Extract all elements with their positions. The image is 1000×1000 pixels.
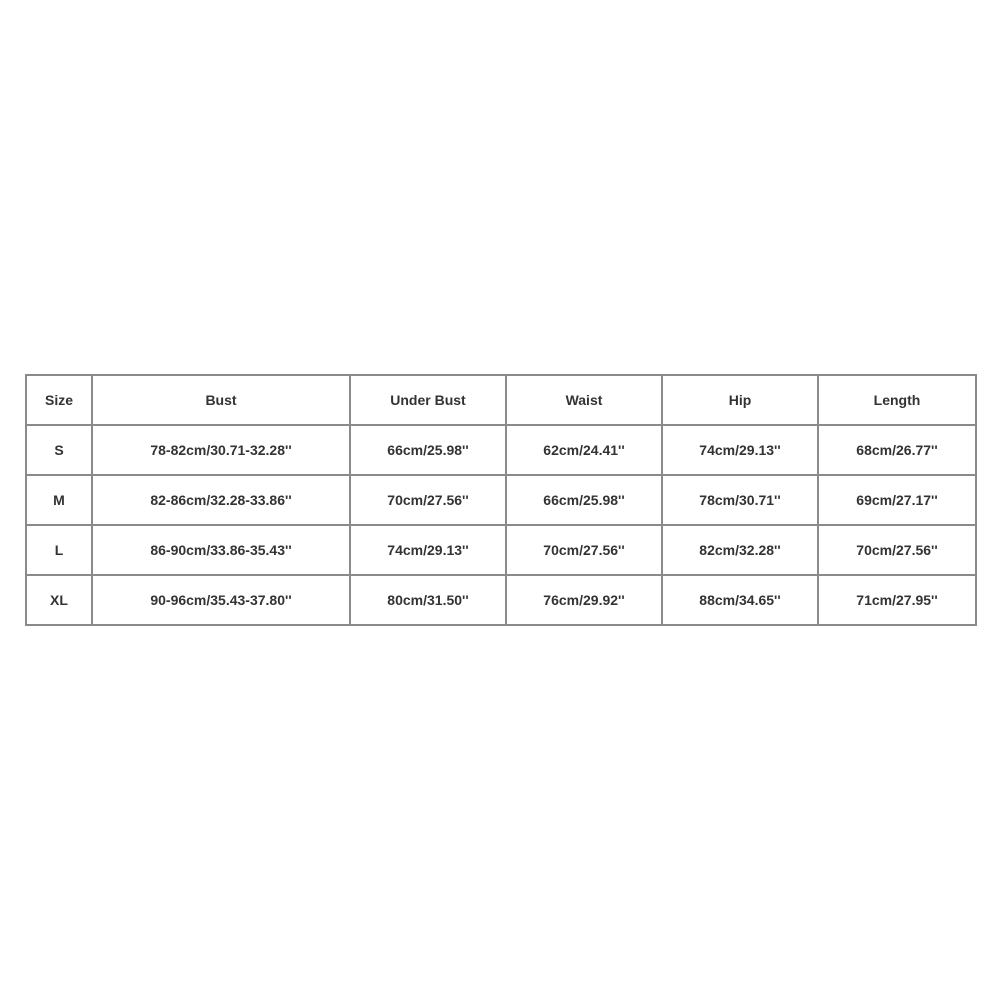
table-header-row bbox=[26, 375, 976, 425]
cell-hip: 78cm/30.71'' bbox=[662, 475, 818, 525]
header-waist: Waist bbox=[506, 375, 662, 425]
cell-waist: 70cm/27.56'' bbox=[506, 525, 662, 575]
table-row bbox=[26, 525, 976, 575]
cell-waist: 66cm/25.98'' bbox=[506, 475, 662, 525]
cell-waist: 62cm/24.41'' bbox=[506, 425, 662, 475]
header-under-bust: Under Bust bbox=[350, 375, 506, 425]
header-size: Size bbox=[26, 375, 92, 425]
cell-hip: 74cm/29.13'' bbox=[662, 425, 818, 475]
cell-under-bust: 66cm/25.98'' bbox=[350, 425, 506, 475]
table-row bbox=[26, 475, 976, 525]
size-chart-table bbox=[25, 374, 977, 626]
cell-under-bust: 70cm/27.56'' bbox=[350, 475, 506, 525]
cell-length: 69cm/27.17'' bbox=[818, 475, 976, 525]
header-bust: Bust bbox=[92, 375, 350, 425]
table-row bbox=[26, 425, 976, 475]
cell-bust: 78-82cm/30.71-32.28'' bbox=[92, 425, 350, 475]
cell-length: 68cm/26.77'' bbox=[818, 425, 976, 475]
cell-size: L bbox=[26, 525, 92, 575]
cell-hip: 82cm/32.28'' bbox=[662, 525, 818, 575]
table-row bbox=[26, 575, 976, 625]
cell-bust: 86-90cm/33.86-35.43'' bbox=[92, 525, 350, 575]
cell-hip: 88cm/34.65'' bbox=[662, 575, 818, 625]
cell-waist: 76cm/29.92'' bbox=[506, 575, 662, 625]
cell-bust: 82-86cm/32.28-33.86'' bbox=[92, 475, 350, 525]
cell-under-bust: 80cm/31.50'' bbox=[350, 575, 506, 625]
cell-length: 71cm/27.95'' bbox=[818, 575, 976, 625]
cell-under-bust: 74cm/29.13'' bbox=[350, 525, 506, 575]
cell-size: M bbox=[26, 475, 92, 525]
header-length: Length bbox=[818, 375, 976, 425]
cell-size: S bbox=[26, 425, 92, 475]
cell-size: XL bbox=[26, 575, 92, 625]
header-hip: Hip bbox=[662, 375, 818, 425]
cell-bust: 90-96cm/35.43-37.80'' bbox=[92, 575, 350, 625]
cell-length: 70cm/27.56'' bbox=[818, 525, 976, 575]
